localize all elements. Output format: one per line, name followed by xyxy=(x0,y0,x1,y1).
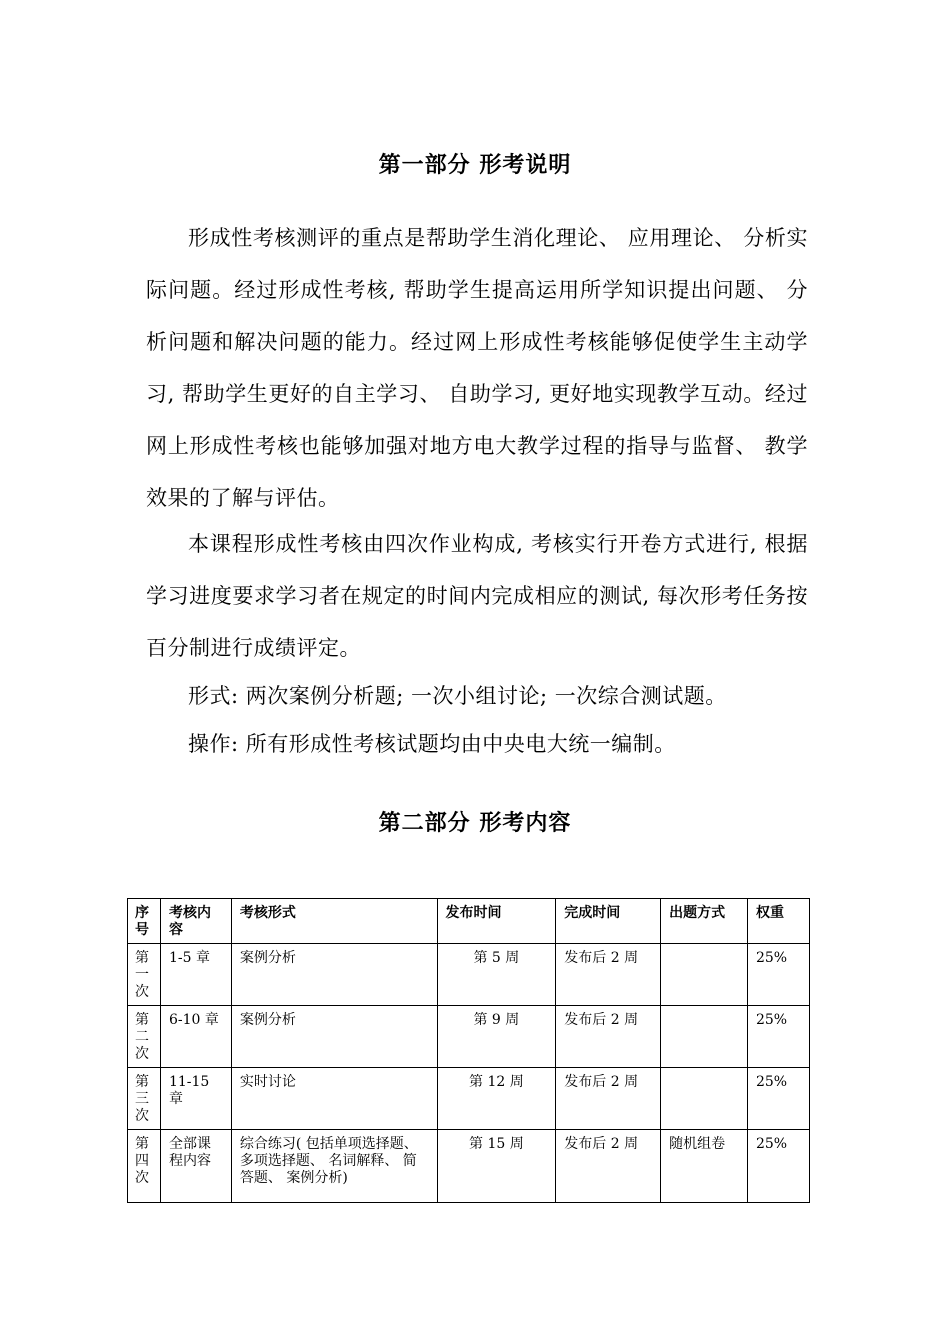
cell-method xyxy=(661,1068,748,1130)
cell-method: 随机组卷 xyxy=(661,1130,748,1203)
cell-publish-time: 第 15 周 xyxy=(437,1130,556,1203)
cell-content: 1-5 章 xyxy=(160,944,231,1006)
cell-due-time: 发布后 2 周 xyxy=(556,944,661,1006)
cell-weight: 25% xyxy=(747,944,809,1006)
cell-weight: 25% xyxy=(747,1006,809,1068)
cell-form: 案例分析 xyxy=(231,944,437,1006)
header-weight: 权重 xyxy=(747,899,809,944)
table-row xyxy=(128,1006,810,1068)
cell-content: 全部课程内容 xyxy=(160,1130,231,1203)
header-index: 序号 xyxy=(128,899,161,944)
table-row xyxy=(128,1130,810,1203)
part1-paragraph-2: 本课程形成性考核由四次作业构成, 考核实行开卷方式进行, 根据学习进度要求学习者在规定的时间内完成相应的测试, 每次形考任务按百分制进行成绩评定。 xyxy=(146,532,808,660)
table-row xyxy=(128,944,810,1006)
cell-publish-time: 第 9 周 xyxy=(437,1006,556,1068)
header-form: 考核形式 xyxy=(231,899,437,944)
part1-paragraph-operation: 操作: 所有形成性考核试题均由中央电大统一编制。 xyxy=(188,732,676,756)
cell-publish-time: 第 5 周 xyxy=(437,944,556,1006)
header-due-time: 完成时间 xyxy=(556,899,661,944)
cell-method xyxy=(661,1006,748,1068)
cell-weight: 25% xyxy=(747,1130,809,1203)
cell-form: 实时讨论 xyxy=(231,1068,437,1130)
part1-title: 第一部分 形考说明 xyxy=(378,153,572,178)
part1-paragraph-1: 形成性考核测评的重点是帮助学生消化理论、 应用理论、 分析实际问题。经过形成性考核, 帮助学生提高运用所学知识提出问题、 分析问题和解决问题的能力。经过网上形成性考核能够促使学生主动学习, 帮助学生更好的自主学习、 自助学习, 更好地实现教学互动。经过网上形成性考核也能够加强对地方电大教学过程的指导与监督、 教学效果的了解与评估。 xyxy=(146,226,808,510)
assessment-table xyxy=(127,898,810,1203)
header-method: 出题方式 xyxy=(661,899,748,944)
cell-index: 第一次 xyxy=(128,944,161,1006)
cell-due-time: 发布后 2 周 xyxy=(556,1130,661,1203)
cell-content: 6-10 章 xyxy=(160,1006,231,1068)
cell-index: 第二次 xyxy=(128,1006,161,1068)
cell-index: 第三次 xyxy=(128,1068,161,1130)
header-publish-time: 发布时间 xyxy=(437,899,556,944)
cell-form: 案例分析 xyxy=(231,1006,437,1068)
table-row xyxy=(128,1068,810,1130)
cell-form: 综合练习( 包括单项选择题、 多项选择题、 名词解释、 简答题、 案例分析) xyxy=(231,1130,437,1203)
cell-method xyxy=(661,944,748,1006)
part2-title: 第二部分 形考内容 xyxy=(378,811,572,836)
table-header-row xyxy=(128,899,810,944)
cell-due-time: 发布后 2 周 xyxy=(556,1068,661,1130)
header-content: 考核内容 xyxy=(160,899,231,944)
cell-publish-time: 第 12 周 xyxy=(437,1068,556,1130)
cell-content: 11-15 章 xyxy=(160,1068,231,1130)
cell-weight: 25% xyxy=(747,1068,809,1130)
cell-index: 第四次 xyxy=(128,1130,161,1203)
part1-paragraph-form: 形式: 两次案例分析题; 一次小组讨论; 一次综合测试题。 xyxy=(188,684,727,708)
cell-due-time: 发布后 2 周 xyxy=(556,1006,661,1068)
